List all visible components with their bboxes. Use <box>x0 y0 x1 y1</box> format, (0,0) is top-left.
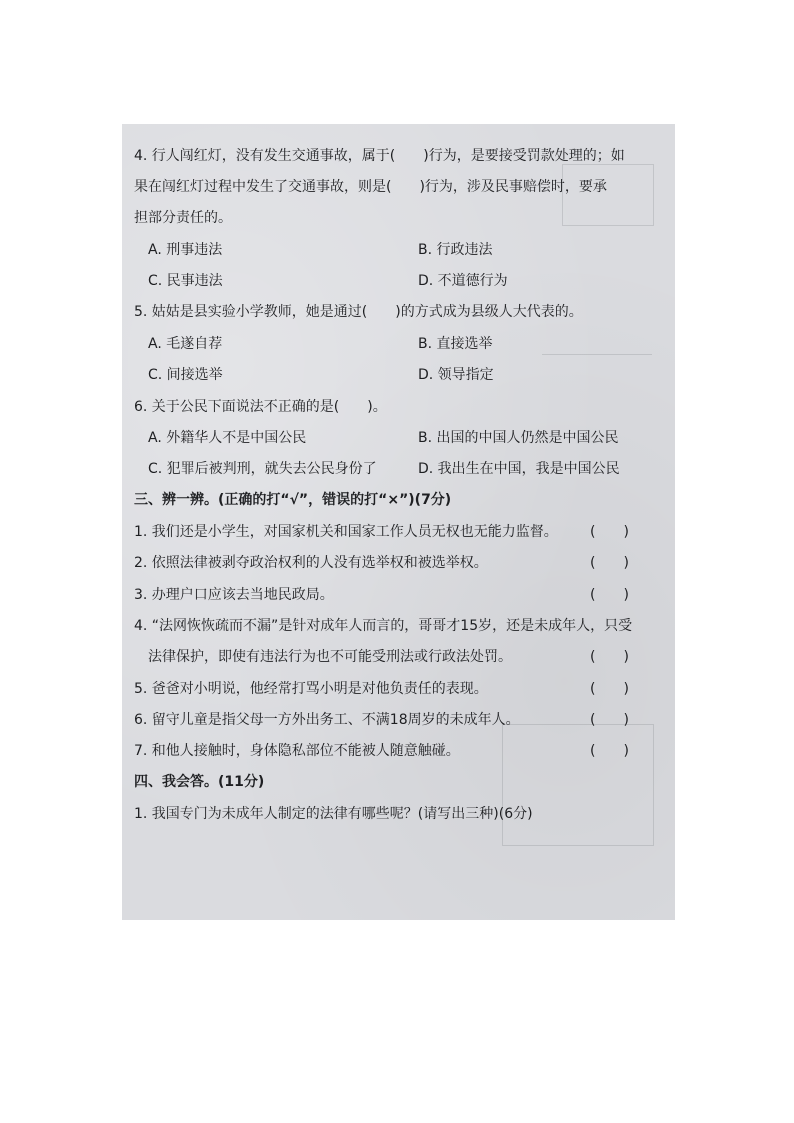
question-4-line-2: 果在闯红灯过程中发生了交通事故，则是( )行为，涉及民事赔偿时，要承 <box>134 179 607 195</box>
judge-item-5-answer-blank[interactable]: ( ) <box>590 681 629 697</box>
question-4-option-a: A. 刑事违法 <box>148 242 223 258</box>
question-5-option-b: B. 直接选举 <box>418 336 493 352</box>
question-5-option-c: C. 间接选举 <box>148 367 223 383</box>
question-6-option-d: D. 我出生在中国，我是中国公民 <box>418 461 620 477</box>
bleed-through-texture <box>542 354 652 395</box>
judge-item-6: 6. 留守儿童是指父母一方外出务工、不满18周岁的未成年人。 <box>134 712 520 728</box>
judge-item-2-answer-blank[interactable]: ( ) <box>590 555 629 571</box>
judge-item-4-answer-blank[interactable]: ( ) <box>590 649 629 665</box>
question-4-option-b: B. 行政违法 <box>418 242 493 258</box>
judge-item-4-line-1: 4. “法网恢恢疏而不漏”是针对成年人而言的，哥哥才15岁，还是未成年人，只受 <box>134 618 633 634</box>
judge-item-2: 2. 依照法律被剥夺政治权利的人没有选举权和被选举权。 <box>134 555 488 571</box>
judge-item-7: 7. 和他人接触时，身体隐私部位不能被人随意触碰。 <box>134 743 460 759</box>
question-4-line-1: 4. 行人闯红灯，没有发生交通事故，属于( )行为，是要接受罚款处理的；如 <box>134 148 625 164</box>
judge-item-3: 3. 办理户口应该去当地民政局。 <box>134 587 334 603</box>
scanned-exam-page <box>122 124 675 920</box>
section-4-heading: 四、我会答。(11分) <box>134 774 265 790</box>
question-4-option-c: C. 民事违法 <box>148 273 223 289</box>
question-6-line-1: 6. 关于公民下面说法不正确的是( )。 <box>134 399 387 415</box>
judge-item-5: 5. 爸爸对小明说，他经常打骂小明是对他负责任的表现。 <box>134 681 488 697</box>
question-6-option-b: B. 出国的中国人仍然是中国公民 <box>418 430 619 446</box>
judge-item-4-line-2: 法律保护，即使有违法行为也不可能受刑法或行政法处罚。 <box>148 649 512 665</box>
judge-item-7-answer-blank[interactable]: ( ) <box>590 743 629 759</box>
question-5-option-a: A. 毛遂自荐 <box>148 336 223 352</box>
judge-item-3-answer-blank[interactable]: ( ) <box>590 587 629 603</box>
judge-item-1-answer-blank[interactable]: ( ) <box>590 524 629 540</box>
question-4-line-3: 担部分责任的。 <box>134 210 232 226</box>
section-3-heading: 三、辨一辨。(正确的打“√”，错误的打“×”)(7分) <box>134 492 452 508</box>
section-4-question-1: 1. 我国专门为未成年人制定的法律有哪些呢？(请写出三种)(6分) <box>134 806 533 822</box>
question-4-option-d: D. 不道德行为 <box>418 273 508 289</box>
bleed-through-texture <box>502 724 654 846</box>
judge-item-6-answer-blank[interactable]: ( ) <box>590 712 629 728</box>
question-6-option-c: C. 犯罪后被判刑，就失去公民身份了 <box>148 461 377 477</box>
question-5-line-1: 5. 姑姑是县实验小学教师，她是通过( )的方式成为县级人大代表的。 <box>134 304 583 320</box>
question-6-option-a: A. 外籍华人不是中国公民 <box>148 430 307 446</box>
question-5-option-d: D. 领导指定 <box>418 367 494 383</box>
judge-item-1: 1. 我们还是小学生，对国家机关和国家工作人员无权也无能力监督。 <box>134 524 558 540</box>
